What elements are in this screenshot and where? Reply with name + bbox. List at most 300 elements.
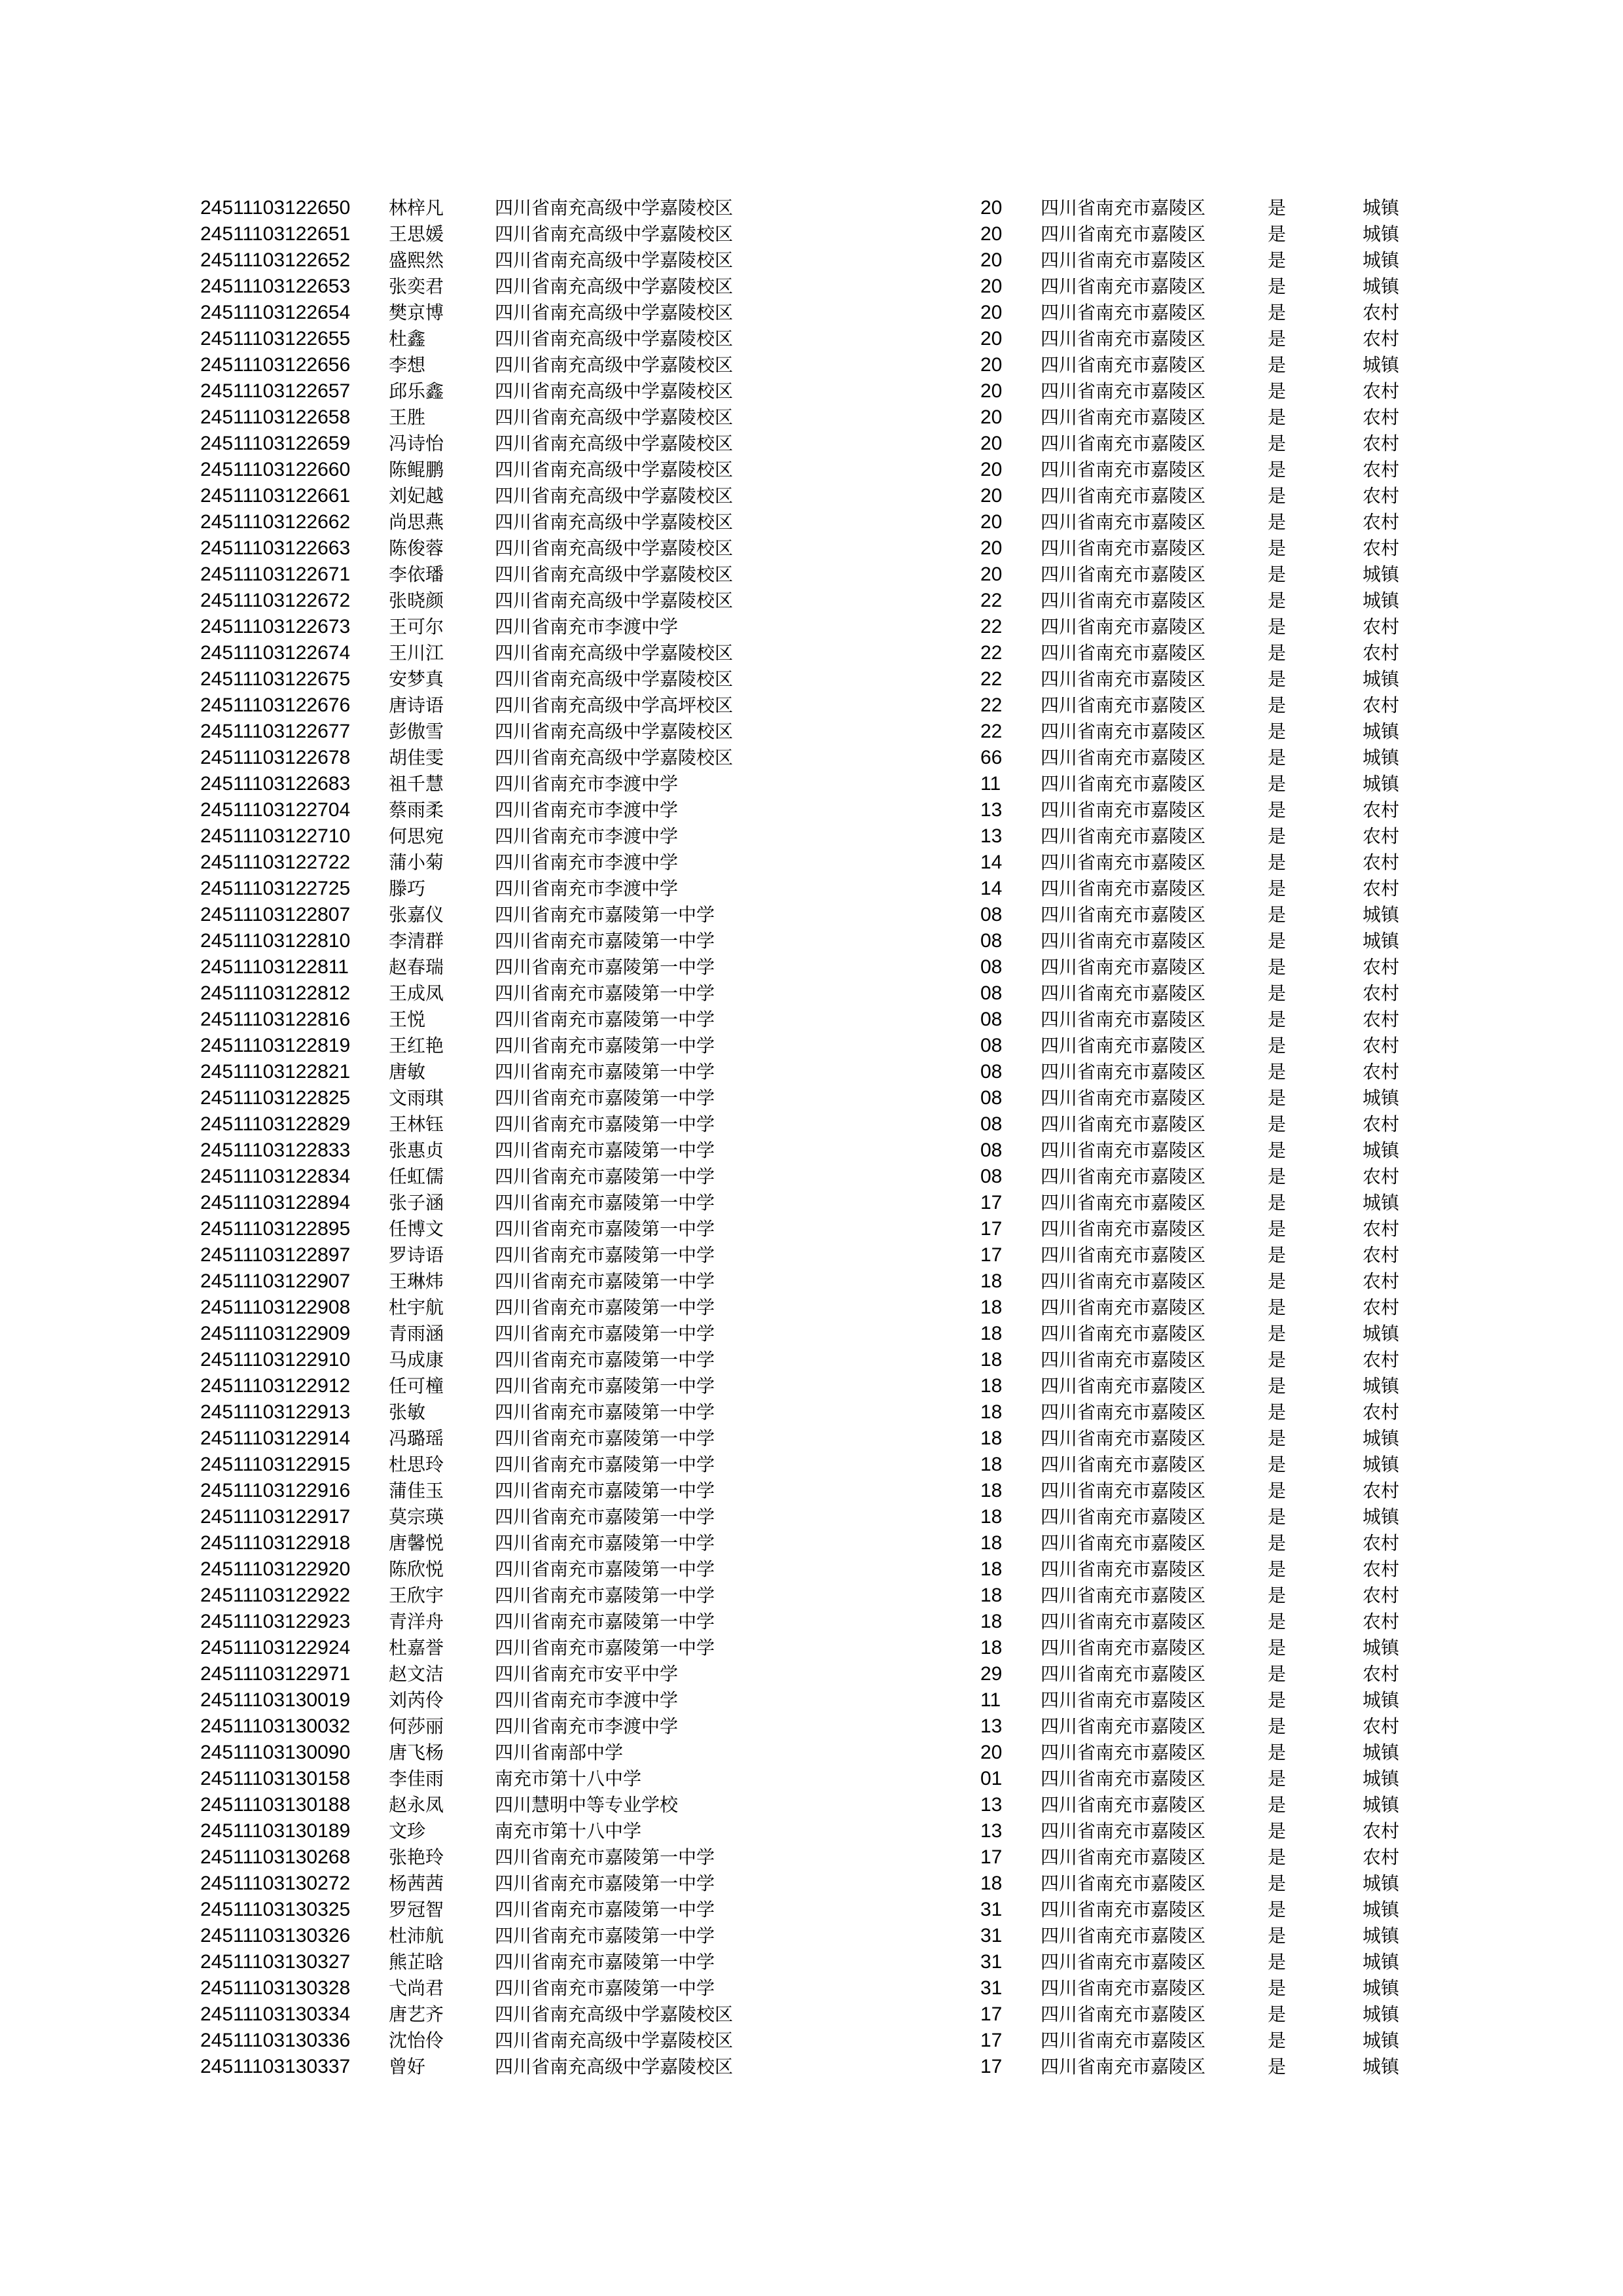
eligibility-cell: 是 xyxy=(1268,1506,1287,1528)
student-name-cell: 杜鑫 xyxy=(389,328,426,350)
school-name-cell: 四川省南充高级中学嘉陵校区 xyxy=(495,485,734,507)
student-name-cell: 张惠贞 xyxy=(389,1139,444,1161)
residence-type-cell: 农村 xyxy=(1363,1480,1400,1501)
student-name-cell: 张奕君 xyxy=(389,276,444,297)
eligibility-cell: 是 xyxy=(1268,1035,1287,1056)
region-cell: 四川省南充市嘉陵区 xyxy=(1041,1192,1206,1213)
student-name-cell: 任可橦 xyxy=(389,1375,444,1397)
school-name-cell: 四川省南充市李渡中学 xyxy=(495,799,679,821)
school-name-cell: 四川省南充市嘉陵第一中学 xyxy=(495,1061,715,1083)
class-code-cell: 20 xyxy=(980,485,1003,507)
class-code-cell: 20 xyxy=(980,406,1003,428)
region-cell: 四川省南充市嘉陵区 xyxy=(1041,2030,1206,2051)
exam-number-cell: 24511103122922 xyxy=(200,1585,351,1606)
student-name-cell: 杨茜茜 xyxy=(389,1873,444,1894)
table-row xyxy=(0,352,1623,378)
table-row xyxy=(0,850,1623,876)
eligibility-cell: 是 xyxy=(1268,485,1287,507)
table-row xyxy=(0,274,1623,300)
table-row xyxy=(0,1556,1623,1583)
exam-number-cell: 24511103122683 xyxy=(200,773,351,795)
eligibility-cell: 是 xyxy=(1268,1139,1287,1161)
student-name-cell: 任虹儒 xyxy=(389,1166,444,1187)
exam-number-cell: 24511103122672 xyxy=(200,590,351,611)
region-cell: 四川省南充市嘉陵区 xyxy=(1041,1270,1206,1292)
eligibility-cell: 是 xyxy=(1268,354,1287,376)
class-code-cell: 20 xyxy=(980,564,1003,585)
eligibility-cell: 是 xyxy=(1268,852,1287,873)
student-name-cell: 罗诗语 xyxy=(389,1244,444,1266)
eligibility-cell: 是 xyxy=(1268,773,1287,795)
exam-number-cell: 24511103122659 xyxy=(200,433,351,454)
student-name-cell: 张嘉仪 xyxy=(389,904,444,925)
table-row xyxy=(0,1609,1623,1635)
region-cell: 四川省南充市嘉陵区 xyxy=(1041,1401,1206,1423)
class-code-cell: 20 xyxy=(980,537,1003,559)
eligibility-cell: 是 xyxy=(1268,799,1287,821)
exam-number-cell: 24511103122812 xyxy=(200,982,351,1004)
class-code-cell: 20 xyxy=(980,276,1003,297)
eligibility-cell: 是 xyxy=(1268,380,1287,402)
class-code-cell: 13 xyxy=(980,1715,1003,1737)
student-name-cell: 尚思燕 xyxy=(389,511,444,533)
class-code-cell: 11 xyxy=(980,773,1001,795)
student-name-cell: 蒲小菊 xyxy=(389,852,444,873)
class-code-cell: 20 xyxy=(980,511,1003,533)
student-name-cell: 王胜 xyxy=(389,406,426,428)
residence-type-cell: 农村 xyxy=(1363,1820,1400,1842)
class-code-cell: 14 xyxy=(980,878,1003,899)
region-cell: 四川省南充市嘉陵区 xyxy=(1041,276,1206,297)
residence-type-cell: 农村 xyxy=(1363,1663,1400,1685)
residence-type-cell: 城镇 xyxy=(1363,747,1400,768)
school-name-cell: 四川省南充市安平中学 xyxy=(495,1663,679,1685)
region-cell: 四川省南充市嘉陵区 xyxy=(1041,1951,1206,1973)
eligibility-cell: 是 xyxy=(1268,1113,1287,1135)
table-row xyxy=(0,954,1623,980)
residence-type-cell: 城镇 xyxy=(1363,773,1400,795)
eligibility-cell: 是 xyxy=(1268,1427,1287,1449)
school-name-cell: 四川省南充市嘉陵第一中学 xyxy=(495,1270,715,1292)
exam-number-cell: 24511103130326 xyxy=(200,1925,351,1946)
class-code-cell: 17 xyxy=(980,1218,1003,1240)
exam-number-cell: 24511103122825 xyxy=(200,1087,351,1109)
eligibility-cell: 是 xyxy=(1268,1689,1287,1711)
eligibility-cell: 是 xyxy=(1268,878,1287,899)
school-name-cell: 四川省南充市嘉陵第一中学 xyxy=(495,1218,715,1240)
residence-type-cell: 农村 xyxy=(1363,1558,1400,1580)
eligibility-cell: 是 xyxy=(1268,1715,1287,1737)
table-row xyxy=(0,666,1623,692)
student-name-cell: 邱乐鑫 xyxy=(389,380,444,402)
eligibility-cell: 是 xyxy=(1268,1794,1287,1816)
exam-number-cell: 24511103122651 xyxy=(200,223,351,245)
residence-type-cell: 城镇 xyxy=(1363,590,1400,611)
residence-type-cell: 农村 xyxy=(1363,1270,1400,1292)
class-code-cell: 20 xyxy=(980,433,1003,454)
region-cell: 四川省南充市嘉陵区 xyxy=(1041,537,1206,559)
eligibility-cell: 是 xyxy=(1268,930,1287,952)
exam-number-cell: 24511103122652 xyxy=(200,249,351,271)
residence-type-cell: 农村 xyxy=(1363,459,1400,480)
residence-type-cell: 农村 xyxy=(1363,616,1400,637)
class-code-cell: 31 xyxy=(980,1951,1003,1973)
residence-type-cell: 城镇 xyxy=(1363,904,1400,925)
table-row xyxy=(0,771,1623,797)
eligibility-cell: 是 xyxy=(1268,537,1287,559)
eligibility-cell: 是 xyxy=(1268,1480,1287,1501)
residence-type-cell: 农村 xyxy=(1363,485,1400,507)
student-name-cell: 任博文 xyxy=(389,1218,444,1240)
residence-type-cell: 农村 xyxy=(1363,1585,1400,1606)
table-row xyxy=(0,1766,1623,1792)
exam-number-cell: 24511103122676 xyxy=(200,694,351,716)
exam-number-cell: 24511103122816 xyxy=(200,1009,351,1030)
exam-number-cell: 24511103122655 xyxy=(200,328,351,350)
school-name-cell: 南充市第十八中学 xyxy=(495,1768,642,1789)
class-code-cell: 17 xyxy=(980,1846,1003,1868)
exam-number-cell: 24511103122971 xyxy=(200,1663,351,1685)
residence-type-cell: 城镇 xyxy=(1363,1768,1400,1789)
school-name-cell: 四川省南充市嘉陵第一中学 xyxy=(495,1637,715,1659)
school-name-cell: 四川省南充高级中学嘉陵校区 xyxy=(495,2003,734,2025)
student-name-cell: 赵永凤 xyxy=(389,1794,444,1816)
table-row xyxy=(0,1530,1623,1556)
school-name-cell: 四川省南充市李渡中学 xyxy=(495,1715,679,1737)
table-row xyxy=(0,745,1623,771)
eligibility-cell: 是 xyxy=(1268,1297,1287,1318)
table-row xyxy=(0,1399,1623,1426)
exam-number-cell: 24511103122908 xyxy=(200,1297,351,1318)
region-cell: 四川省南充市嘉陵区 xyxy=(1041,1977,1206,1999)
school-name-cell: 四川省南充市嘉陵第一中学 xyxy=(495,956,715,978)
residence-type-cell: 农村 xyxy=(1363,852,1400,873)
region-cell: 四川省南充市嘉陵区 xyxy=(1041,904,1206,925)
region-cell: 四川省南充市嘉陵区 xyxy=(1041,1035,1206,1056)
class-code-cell: 18 xyxy=(980,1585,1003,1606)
exam-number-cell: 24511103122924 xyxy=(200,1637,351,1659)
region-cell: 四川省南充市嘉陵区 xyxy=(1041,1768,1206,1789)
school-name-cell: 四川省南充高级中学嘉陵校区 xyxy=(495,511,734,533)
class-code-cell: 18 xyxy=(980,1637,1003,1659)
table-row xyxy=(0,326,1623,352)
class-code-cell: 17 xyxy=(980,1244,1003,1266)
class-code-cell: 20 xyxy=(980,354,1003,376)
residence-type-cell: 农村 xyxy=(1363,328,1400,350)
exam-number-cell: 24511103122653 xyxy=(200,276,351,297)
class-code-cell: 18 xyxy=(980,1532,1003,1554)
student-name-cell: 王红艳 xyxy=(389,1035,444,1056)
region-cell: 四川省南充市嘉陵区 xyxy=(1041,1375,1206,1397)
eligibility-cell: 是 xyxy=(1268,904,1287,925)
school-name-cell: 四川省南充高级中学嘉陵校区 xyxy=(495,747,734,768)
region-cell: 四川省南充市嘉陵区 xyxy=(1041,485,1206,507)
table-row xyxy=(0,1844,1623,1871)
table-row xyxy=(0,1740,1623,1766)
exam-number-cell: 24511103130336 xyxy=(200,2030,351,2051)
student-name-cell: 盛熙然 xyxy=(389,249,444,271)
region-cell: 四川省南充市嘉陵区 xyxy=(1041,1611,1206,1632)
exam-number-cell: 24511103130337 xyxy=(200,2056,351,2077)
table-row xyxy=(0,876,1623,902)
residence-type-cell: 农村 xyxy=(1363,694,1400,716)
school-name-cell: 四川省南充市嘉陵第一中学 xyxy=(495,1113,715,1135)
student-name-cell: 唐敏 xyxy=(389,1061,426,1083)
residence-type-cell: 农村 xyxy=(1363,956,1400,978)
class-code-cell: 08 xyxy=(980,1139,1003,1161)
class-code-cell: 18 xyxy=(980,1611,1003,1632)
region-cell: 四川省南充市嘉陵区 xyxy=(1041,1585,1206,1606)
region-cell: 四川省南充市嘉陵区 xyxy=(1041,1558,1206,1580)
student-name-cell: 刘芮伶 xyxy=(389,1689,444,1711)
table-row xyxy=(0,378,1623,404)
school-name-cell: 四川省南充市嘉陵第一中学 xyxy=(495,1375,715,1397)
student-name-cell: 曾好 xyxy=(389,2056,426,2077)
region-cell: 四川省南充市嘉陵区 xyxy=(1041,878,1206,899)
residence-type-cell: 农村 xyxy=(1363,642,1400,664)
class-code-cell: 22 xyxy=(980,694,1003,716)
table-row xyxy=(0,1164,1623,1190)
residence-type-cell: 城镇 xyxy=(1363,1899,1400,1920)
table-row xyxy=(0,1085,1623,1111)
exam-number-cell: 24511103122722 xyxy=(200,852,351,873)
residence-type-cell: 农村 xyxy=(1363,1611,1400,1632)
class-code-cell: 22 xyxy=(980,668,1003,690)
region-cell: 四川省南充市嘉陵区 xyxy=(1041,1925,1206,1946)
region-cell: 四川省南充市嘉陵区 xyxy=(1041,956,1206,978)
exam-number-cell: 24511103122657 xyxy=(200,380,351,402)
exam-number-cell: 24511103122913 xyxy=(200,1401,351,1423)
school-name-cell: 四川省南充市嘉陵第一中学 xyxy=(495,1480,715,1501)
class-code-cell: 08 xyxy=(980,1009,1003,1030)
region-cell: 四川省南充市嘉陵区 xyxy=(1041,1061,1206,1083)
exam-number-cell: 24511103122650 xyxy=(200,197,351,219)
student-name-cell: 刘妃越 xyxy=(389,485,444,507)
student-name-cell: 王思媛 xyxy=(389,223,444,245)
student-name-cell: 陈欣悦 xyxy=(389,1558,444,1580)
school-name-cell: 四川省南充高级中学嘉陵校区 xyxy=(495,537,734,559)
eligibility-cell: 是 xyxy=(1268,1637,1287,1659)
region-cell: 四川省南充市嘉陵区 xyxy=(1041,1506,1206,1528)
school-name-cell: 四川省南充市嘉陵第一中学 xyxy=(495,1244,715,1266)
residence-type-cell: 农村 xyxy=(1363,1846,1400,1868)
region-cell: 四川省南充市嘉陵区 xyxy=(1041,328,1206,350)
table-row xyxy=(0,1321,1623,1347)
residence-type-cell: 农村 xyxy=(1363,1532,1400,1554)
school-name-cell: 四川省南部中学 xyxy=(495,1742,624,1763)
table-row xyxy=(0,1059,1623,1085)
student-name-cell: 杜思玲 xyxy=(389,1454,444,1475)
exam-number-cell: 24511103122807 xyxy=(200,904,351,925)
class-code-cell: 18 xyxy=(980,1375,1003,1397)
residence-type-cell: 农村 xyxy=(1363,799,1400,821)
student-name-cell: 罗冠智 xyxy=(389,1899,444,1920)
school-name-cell: 四川省南充市李渡中学 xyxy=(495,825,679,847)
student-name-cell: 安梦真 xyxy=(389,668,444,690)
residence-type-cell: 城镇 xyxy=(1363,1427,1400,1449)
exam-number-cell: 24511103130327 xyxy=(200,1951,351,1973)
class-code-cell: 13 xyxy=(980,825,1003,847)
exam-number-cell: 24511103122920 xyxy=(200,1558,351,1580)
student-name-cell: 李清群 xyxy=(389,930,444,952)
school-name-cell: 四川省南充高级中学嘉陵校区 xyxy=(495,249,734,271)
class-code-cell: 08 xyxy=(980,982,1003,1004)
school-name-cell: 四川省南充高级中学嘉陵校区 xyxy=(495,223,734,245)
student-name-cell: 李依璠 xyxy=(389,564,444,585)
residence-type-cell: 城镇 xyxy=(1363,1454,1400,1475)
eligibility-cell: 是 xyxy=(1268,721,1287,742)
exam-number-cell: 24511103122725 xyxy=(200,878,351,899)
student-name-cell: 冯璐瑶 xyxy=(389,1427,444,1449)
table-row xyxy=(0,2028,1623,2054)
school-name-cell: 四川省南充市李渡中学 xyxy=(495,773,679,795)
region-cell: 四川省南充市嘉陵区 xyxy=(1041,406,1206,428)
eligibility-cell: 是 xyxy=(1268,2003,1287,2025)
school-name-cell: 四川省南充市嘉陵第一中学 xyxy=(495,1009,715,1030)
eligibility-cell: 是 xyxy=(1268,1977,1287,1999)
class-code-cell: 20 xyxy=(980,459,1003,480)
residence-type-cell: 城镇 xyxy=(1363,354,1400,376)
class-code-cell: 20 xyxy=(980,223,1003,245)
region-cell: 四川省南充市嘉陵区 xyxy=(1041,1218,1206,1240)
class-code-cell: 66 xyxy=(980,747,1003,768)
eligibility-cell: 是 xyxy=(1268,1270,1287,1292)
residence-type-cell: 城镇 xyxy=(1363,1794,1400,1816)
table-row xyxy=(0,483,1623,509)
school-name-cell: 四川省南充市李渡中学 xyxy=(495,616,679,637)
region-cell: 四川省南充市嘉陵区 xyxy=(1041,380,1206,402)
school-name-cell: 四川省南充市嘉陵第一中学 xyxy=(495,1899,715,1920)
region-cell: 四川省南充市嘉陵区 xyxy=(1041,249,1206,271)
exam-number-cell: 24511103122914 xyxy=(200,1427,351,1449)
table-row xyxy=(0,980,1623,1007)
residence-type-cell: 城镇 xyxy=(1363,1087,1400,1109)
student-name-cell: 文珍 xyxy=(389,1820,426,1842)
exam-number-cell: 24511103130268 xyxy=(200,1846,351,1868)
residence-type-cell: 农村 xyxy=(1363,1715,1400,1737)
exam-number-cell: 24511103122834 xyxy=(200,1166,351,1187)
student-name-cell: 张晓颜 xyxy=(389,590,444,611)
class-code-cell: 13 xyxy=(980,1794,1003,1816)
school-name-cell: 四川省南充高级中学高坪校区 xyxy=(495,694,734,716)
student-name-cell: 何莎丽 xyxy=(389,1715,444,1737)
region-cell: 四川省南充市嘉陵区 xyxy=(1041,590,1206,611)
school-name-cell: 四川省南充市李渡中学 xyxy=(495,1689,679,1711)
school-name-cell: 四川省南充市嘉陵第一中学 xyxy=(495,1427,715,1449)
student-name-cell: 蒲佳玉 xyxy=(389,1480,444,1501)
residence-type-cell: 城镇 xyxy=(1363,2003,1400,2025)
residence-type-cell: 农村 xyxy=(1363,878,1400,899)
table-row xyxy=(0,2001,1623,2028)
table-row xyxy=(0,1792,1623,1818)
student-name-cell: 祖千慧 xyxy=(389,773,444,795)
class-code-cell: 17 xyxy=(980,1192,1003,1213)
school-name-cell: 四川省南充高级中学嘉陵校区 xyxy=(495,2030,734,2051)
region-cell: 四川省南充市嘉陵区 xyxy=(1041,354,1206,376)
region-cell: 四川省南充市嘉陵区 xyxy=(1041,1009,1206,1030)
residence-type-cell: 农村 xyxy=(1363,1113,1400,1135)
student-name-cell: 张艳玲 xyxy=(389,1846,444,1868)
residence-type-cell: 城镇 xyxy=(1363,1951,1400,1973)
residence-type-cell: 城镇 xyxy=(1363,721,1400,742)
eligibility-cell: 是 xyxy=(1268,1244,1287,1266)
class-code-cell: 13 xyxy=(980,1820,1003,1842)
residence-type-cell: 城镇 xyxy=(1363,1977,1400,1999)
eligibility-cell: 是 xyxy=(1268,1323,1287,1344)
student-table xyxy=(0,195,1623,2080)
class-code-cell: 22 xyxy=(980,721,1003,742)
eligibility-cell: 是 xyxy=(1268,1951,1287,1973)
class-code-cell: 31 xyxy=(980,1925,1003,1946)
eligibility-cell: 是 xyxy=(1268,1820,1287,1842)
region-cell: 四川省南充市嘉陵区 xyxy=(1041,1166,1206,1187)
residence-type-cell: 农村 xyxy=(1363,1349,1400,1371)
class-code-cell: 18 xyxy=(980,1506,1003,1528)
student-name-cell: 张子涵 xyxy=(389,1192,444,1213)
table-row xyxy=(0,1190,1623,1216)
residence-type-cell: 农村 xyxy=(1363,1297,1400,1318)
class-code-cell: 08 xyxy=(980,956,1003,978)
class-code-cell: 20 xyxy=(980,380,1003,402)
class-code-cell: 18 xyxy=(980,1454,1003,1475)
school-name-cell: 四川省南充高级中学嘉陵校区 xyxy=(495,564,734,585)
student-name-cell: 林梓凡 xyxy=(389,197,444,219)
exam-number-cell: 24511103130189 xyxy=(200,1820,351,1842)
class-code-cell: 18 xyxy=(980,1349,1003,1371)
class-code-cell: 22 xyxy=(980,590,1003,611)
school-name-cell: 四川省南充市嘉陵第一中学 xyxy=(495,1323,715,1344)
residence-type-cell: 城镇 xyxy=(1363,930,1400,952)
exam-number-cell: 24511103122674 xyxy=(200,642,351,664)
class-code-cell: 22 xyxy=(980,616,1003,637)
exam-number-cell: 24511103130334 xyxy=(200,2003,351,2025)
exam-number-cell: 24511103122833 xyxy=(200,1139,351,1161)
region-cell: 四川省南充市嘉陵区 xyxy=(1041,642,1206,664)
class-code-cell: 22 xyxy=(980,642,1003,664)
school-name-cell: 四川省南充高级中学嘉陵校区 xyxy=(495,2056,734,2077)
student-name-cell: 彭傲雪 xyxy=(389,721,444,742)
region-cell: 四川省南充市嘉陵区 xyxy=(1041,2056,1206,2077)
school-name-cell: 四川省南充高级中学嘉陵校区 xyxy=(495,668,734,690)
student-name-cell: 赵春瑞 xyxy=(389,956,444,978)
exam-number-cell: 24511103122658 xyxy=(200,406,351,428)
student-name-cell: 李佳雨 xyxy=(389,1768,444,1789)
exam-number-cell: 24511103122662 xyxy=(200,511,351,533)
class-code-cell: 08 xyxy=(980,1061,1003,1083)
residence-type-cell: 城镇 xyxy=(1363,1375,1400,1397)
eligibility-cell: 是 xyxy=(1268,1375,1287,1397)
residence-type-cell: 农村 xyxy=(1363,380,1400,402)
residence-type-cell: 城镇 xyxy=(1363,2030,1400,2051)
eligibility-cell: 是 xyxy=(1268,590,1287,611)
school-name-cell: 四川省南充高级中学嘉陵校区 xyxy=(495,380,734,402)
region-cell: 四川省南充市嘉陵区 xyxy=(1041,1480,1206,1501)
school-name-cell: 四川省南充市嘉陵第一中学 xyxy=(495,930,715,952)
eligibility-cell: 是 xyxy=(1268,1899,1287,1920)
class-code-cell: 08 xyxy=(980,1087,1003,1109)
school-name-cell: 四川省南充市嘉陵第一中学 xyxy=(495,1087,715,1109)
exam-number-cell: 24511103122677 xyxy=(200,721,351,742)
region-cell: 四川省南充市嘉陵区 xyxy=(1041,1139,1206,1161)
school-name-cell: 四川省南充高级中学嘉陵校区 xyxy=(495,354,734,376)
school-name-cell: 四川省南充市嘉陵第一中学 xyxy=(495,1846,715,1868)
student-name-cell: 文雨琪 xyxy=(389,1087,444,1109)
student-name-cell: 王林钰 xyxy=(389,1113,444,1135)
table-row xyxy=(0,2054,1623,2080)
eligibility-cell: 是 xyxy=(1268,459,1287,480)
region-cell: 四川省南充市嘉陵区 xyxy=(1041,1427,1206,1449)
table-row xyxy=(0,562,1623,588)
